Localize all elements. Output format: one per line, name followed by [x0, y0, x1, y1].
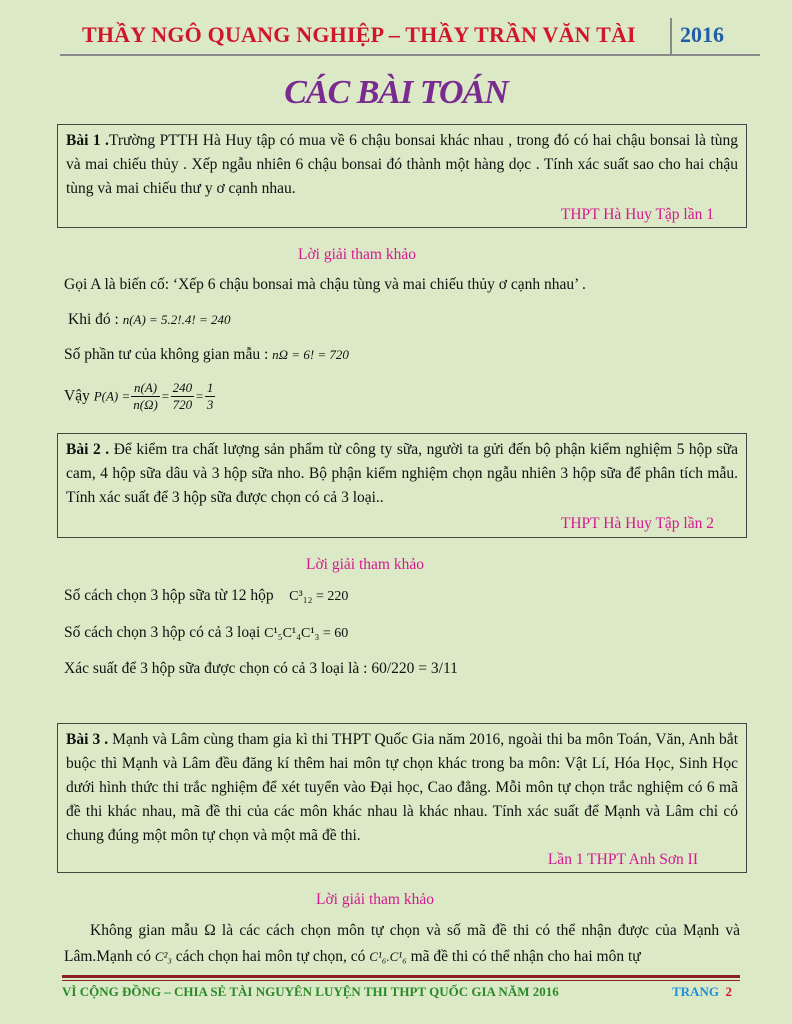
footer-tagline: VÌ CỘNG ĐỒNG – CHIA SẺ TÀI NGUYÊN LUYỆN THI THPT QUỐC GIA NĂM 2016 — [62, 984, 559, 999]
solution-1-line-2: Khi đó : n(A) = 5.2!.4! = 240 — [68, 311, 231, 328]
footer-rule-thick — [62, 975, 740, 978]
footer-page-label: TRANG — [672, 984, 719, 999]
solution-2-line-3: Xác suất để 3 hộp sữa được chọn có cả 3 loại là : 60/220 = 3/11 — [64, 660, 458, 677]
header-rule — [60, 54, 760, 56]
solution-1-line-1: Gọi A là biến cố: ‘Xếp 6 chậu bonsai mà chậu tùng và mai chiếu thủy ơ cạnh nhau’ . — [64, 276, 586, 293]
problem-1-box — [57, 124, 747, 228]
problem-2-label: Bài 2 . — [66, 441, 110, 458]
problem-2-source: THPT Hà Huy Tập lần 2 — [560, 515, 714, 532]
solution-3-title: Lời giải tham khảo — [316, 891, 434, 908]
footer-page-number: 2 — [725, 984, 732, 999]
problem-3-label: Bài 3 . — [66, 731, 109, 748]
page-title: CÁC BÀI TOÁN — [284, 74, 508, 111]
problem-1-source: THPT Hà Huy Tập lần 1 — [560, 206, 714, 223]
solution-2-line-2: Số cách chọn 3 hộp có cả 3 loại C¹₅C¹₄C¹₃ = 60 — [64, 624, 349, 641]
page-header — [60, 18, 760, 56]
problem-3-text: Mạnh và Lâm cùng tham gia kì thi THPT Quốc Gia năm 2016, ngoài thi ba môn Toán, Văn, Anh bắt buộc thì Mạnh và Lâm đều đăng kí thêm hai môn tự chọn khác trong ba môn: Vật Lí, Hóa Học, Sinh Học dưới hình thức thi trắc nghiệm để xét tuyển vào Đại học, Cao đẳng. Mỗi môn tự chọn trắc nghiệm có 6 mã đề thi khác nhau, mã đề thi của các môn khác nhau là khác nhau. Tính xác suất để Mạnh và Lâm chỉ có chung đúng một môn tự chọn và một mã đề thi. — [66, 731, 738, 844]
solution-1-title: Lời giải tham khảo — [298, 246, 416, 263]
solution-3-paragraph: Không gian mẫu Ω là các cách chọn môn tự chọn và số mã đề thi có thể nhận được của Mạnh và Lâm.Mạnh có C²₃ cách chọn hai môn tự chọn, có C¹₆.C¹₆ mã đề thi có thể nhận cho hai môn tự — [64, 922, 740, 965]
problem-1-label: Bài 1 . — [66, 132, 109, 149]
header-year: 2016 — [680, 22, 724, 47]
fraction-nA-nOmega: $\frac{n(A)}{n(\Omega)}$ — [133, 380, 158, 412]
solution-1-line-3: Số phần tư của không gian mẫu : nΩ = 6! = 720 — [64, 346, 349, 363]
header-divider — [670, 18, 672, 54]
footer-page — [672, 984, 732, 1000]
problem-2-text: Để kiểm tra chất lượng sản phẩm từ công ty sữa, người ta gửi đến bộ phận kiểm nghiệm 5 hộp sữa cam, 4 hộp sữa dâu và 3 hộp sữa nho. Bộ phận kiểm nghiệm chọn ngẫu nhiên 3 hộp sữa để phân tích mẫu. Tính xác suất để 3 hộp sữa được chọn có cả 3 loại.. — [66, 441, 738, 506]
problem-3-source: Lần 1 THPT Anh Sơn II — [547, 851, 698, 868]
solution-2-title: Lời giải tham khảo — [306, 556, 424, 573]
header-authors: THẦY NGÔ QUANG NGHIỆP – THẦY TRẦN VĂN TÀI — [82, 22, 636, 47]
fraction-1-3: $\frac{1}{3}$ — [206, 380, 214, 412]
footer-rule-thin — [62, 980, 740, 981]
problem-2-box — [57, 433, 747, 538]
fraction-240-720: $\frac{240}{720}$ — [172, 380, 193, 412]
problem-1-text: Trường PTTH Hà Huy tập có mua về 6 chậu bonsai khác nhau , trong đó có hai chậu bonsai là tùng và mai chiếu thủy . Xếp ngẫu nhiên 6 chậu bonsai đó thành một hàng dọc . Tính xác suất sao cho hai chậu tùng và mai chiếu thư y ơ cạnh nhau. — [66, 132, 738, 197]
solution-2-line-1: Số cách chọn 3 hộp sữa từ 12 hộp C³₁₂ = 220 — [64, 587, 349, 604]
problem-3-box — [57, 723, 747, 873]
solution-1-line-4: Vậy P(A) = $\frac{n(A)}{n(\Omega)}$ = $\frac{240}{720}$ = $\frac{1}{3}$ — [64, 380, 214, 412]
